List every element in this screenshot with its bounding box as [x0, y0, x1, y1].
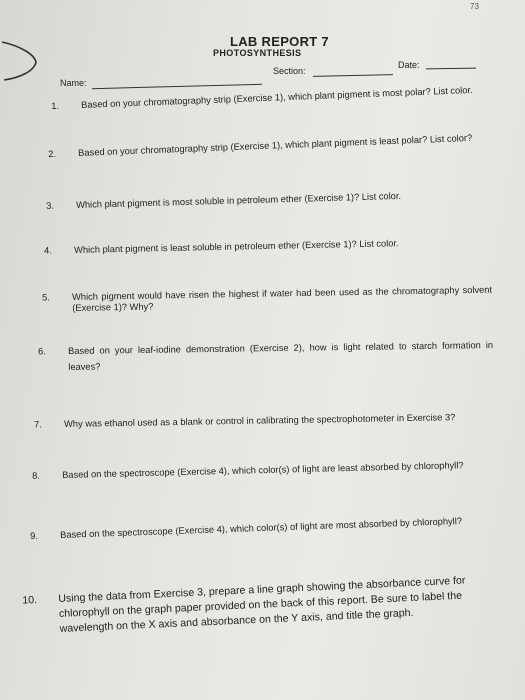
- question-10: [22, 572, 505, 637]
- question-number: 7.: [34, 419, 42, 430]
- question-text: Based on your leaf-iodine demonstration (Exercise 2), how is light related to starch formation in leaves?: [68, 340, 494, 372]
- section-label: Section:: [273, 66, 306, 76]
- question-text: Based on the spectroscope (Exercise 4), which color(s) of light are most absorbed by chlorophyll?: [60, 515, 463, 540]
- question-6: [38, 337, 494, 375]
- question-8: [32, 459, 497, 481]
- question-number: 9.: [30, 530, 39, 542]
- question-text: Based on your chromatography strip (Exercise 1), which plant pigment is least polar? List color?: [78, 132, 473, 158]
- question-number: 3.: [46, 200, 55, 211]
- question-number: 1.: [51, 100, 60, 112]
- name-label: Name:: [60, 78, 87, 88]
- question-number: 2.: [48, 148, 57, 160]
- date-line[interactable]: [426, 68, 476, 70]
- name-line[interactable]: [92, 84, 262, 89]
- question-text: Which plant pigment is most soluble in petroleum ether (Exercise 1)? List color.: [76, 190, 402, 210]
- question-5: [42, 284, 493, 314]
- question-4: [44, 236, 494, 256]
- question-number: 5.: [42, 292, 50, 303]
- question-number: 8.: [32, 470, 41, 481]
- question-text: Based on the spectroscope (Exercise 4), which color(s) of light are least absorbed by chlorophyll?: [62, 460, 464, 480]
- question-text: Which plant pigment is least soluble in petroleum ether (Exercise 1)? List color.: [74, 238, 399, 255]
- question-9: [30, 515, 500, 542]
- question-1: [51, 84, 496, 112]
- question-7: [34, 410, 494, 430]
- question-text: Based on your chromatography strip (Exercise 1), which plant pigment is most polar? List color.: [81, 84, 473, 110]
- section-line[interactable]: [313, 74, 393, 77]
- question-number: 10.: [22, 593, 38, 607]
- report-title: LAB REPORT 7: [230, 34, 329, 49]
- question-2: [48, 132, 496, 160]
- question-text: Which pigment would have risen the highest if water had been used as the chromatography solvent (Exercise 1)? Why?: [72, 284, 493, 313]
- question-number: 4.: [44, 245, 52, 256]
- question-text: Why was ethanol used as a blank or control in calibrating the spectrophotometer in Exercise 3?: [64, 412, 456, 429]
- question-text: Using the data from Exercise 3, prepare a line graph showing the absorbance curve for chlorophyll on the graph paper provided on the back of this report. Be sure to label the wavelength on the X axis and absorbance on the Y axis, and title the graph.: [58, 574, 466, 635]
- question-3: [46, 188, 496, 211]
- page-number: 73: [470, 2, 479, 11]
- question-number: 6.: [38, 346, 46, 357]
- binder-curve-mark: [0, 30, 45, 90]
- date-label: Date:: [398, 60, 420, 70]
- report-subtitle: PHOTOSYNTHESIS: [213, 48, 302, 58]
